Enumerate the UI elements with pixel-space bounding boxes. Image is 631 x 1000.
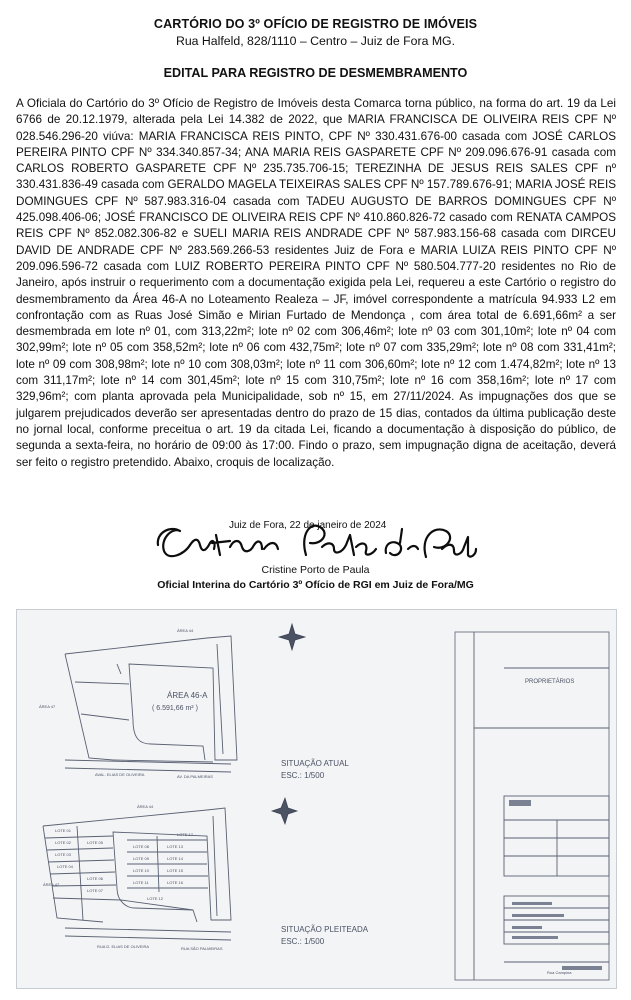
sketch-drawing bbox=[17, 610, 616, 988]
signatory-name: Cristine Porto de Paula bbox=[261, 564, 370, 576]
lot-label: LOTE 07 bbox=[87, 888, 104, 893]
lot-label: LOTE 02 bbox=[55, 840, 72, 845]
area-46a-label: ÁREA 46-A bbox=[167, 691, 208, 700]
area-47-bottom-label: ÁREA 47 bbox=[43, 882, 60, 887]
north-arrow-icon bbox=[272, 624, 305, 824]
location-sketch-map bbox=[16, 609, 617, 989]
lot-label: LOTE 06 bbox=[87, 876, 104, 881]
lot-label: LOTE 03 bbox=[55, 852, 72, 857]
area-47-top-label: ÁREA 47 bbox=[39, 704, 56, 709]
lot-label: LOTE 15 bbox=[167, 868, 184, 873]
lot-label: LOTE 11 bbox=[133, 880, 149, 885]
lot-label: LOTE 04 bbox=[57, 864, 74, 869]
notary-office-address: Rua Halfeld, 828/1110 – Centro – Juiz de Fora MG. bbox=[175, 34, 456, 48]
lot-label: LOTE 05 bbox=[87, 840, 104, 845]
area-44-top-label: ÁREA 44 bbox=[177, 628, 194, 633]
lot-label: LOTE 10 bbox=[133, 868, 150, 873]
street-label-1: AVAL. ELIAS DE OLIVEIRA bbox=[95, 772, 145, 777]
signatory-role: Oficial Interina do Cartório 3º Ofício de RGI em Juiz de Fora/MG bbox=[157, 579, 474, 591]
street-label-3: RUA D. ELIAS DE OLIVEIRA bbox=[97, 944, 150, 949]
street-label-2: AV. DA PALMEIRAS bbox=[177, 774, 213, 779]
street-label-4: RUA SÃO PALMEIRAS bbox=[181, 946, 223, 951]
area-46a-value: ( 6.591,66 m² ) bbox=[152, 705, 198, 712]
lot-label: LOTE 14 bbox=[167, 856, 184, 861]
lot-label: LOTE 08 bbox=[133, 844, 150, 849]
area-44-bottom-label: ÁREA 44 bbox=[137, 804, 154, 809]
situacao-pleiteada-label: SITUAÇÃO PLEITEADA bbox=[281, 925, 369, 934]
lot-label: LOTE 12 bbox=[147, 896, 164, 901]
proprietarios-label: PROPRIETÁRIOS bbox=[525, 679, 575, 685]
situacao-atual-label: SITUAÇÃO ATUAL bbox=[281, 759, 349, 768]
lot-label: LOTE 16 bbox=[167, 880, 184, 885]
street-label-5: Rua Campina bbox=[547, 970, 572, 975]
lot-label: LOTE 09 bbox=[133, 856, 150, 861]
notary-office-title: CARTÓRIO DO 3º OFÍCIO DE REGISTRO DE IMÓVEIS bbox=[153, 17, 478, 31]
situacao-pleiteada-scale: ESC.: 1/500 bbox=[281, 937, 325, 946]
edital-body-text: A Oficiala do Cartório do 3º Ofício de Registro de Imóveis desta Comarca torna público, na forma do art. 19 da Lei 6766 de 20.12.1979, alterada pela Lei 14.382 de 2022, que MARIA FRANCISCA DE OLIVEIRA REIS CPF Nº 028.546.296-20 viúva: MARIA FRANCISCA REIS PINTO, CPF Nº 330.431.676-00 casada com JOSÉ CARLOS PEREIRA PINTO CPF Nº 334.340.857-34; ANA MARIA REIS GASPARETE CPF Nº 209.096.676-91 casada com CARLOS ROBERTO GASPARETE CPF Nº 235.735.706-15; TEREZINHA DE JESUS REIS SALES CPF nº 330.431.836-49 casada com GERALDO MAGELA TEIXEIRAS SALES CPF Nº 157.789.676-91; MARIA JOSÉ REIS DOMINGUES CPF Nº 587.983.316-04 casada com TADEU AUGUSTO DE BARROS DOMINGUES CPF Nº 425.098.406-06; JOSÉ FRANCISCO DE OLIVEIRA REIS CPF Nº 410.860.826-72 casado com RENATA CAMPOS REIS CPF Nº 852.082.306-82 e SUELI MARIA REIS ANDRADE CPF Nº 587.983.156-68 casada com DIRCEU DAVID DE ANDRADE CPF Nº 283.569.266-53 residentes Juiz de Fora e MARIA LUIZA REIS PINTO CPF Nº 209.096.596-72 casada com LUIZ ROBERTO PEREIRA PINTO CPF Nº 580.504.777-20 residentes no Rio de Janeiro, após instruir o requerimento com a documentação exigida pela Lei, requereu a este Cartório o registro do desmembramento da Área 46-A no Loteamento Realeza – JF, imóvel correspondente a matrícula 94.933 L2 em confrontação com as Ruas José Simão e Mirian Furtado de Mendonça , com área total de 6.691,66m² a ser desmembrada em lote nº 01, com 313,22m²; lote nº 02 com 306,46m²; lote nº 03 com 301,10m²; lote nº 04 com 302,99m²; lote nº 05 com 358,52m²; lote nº 06 com 432,75m²; lote nº 07 com 335,29m²; lote nº 08 com 331,41m²; lote nº 09 com 308,98m²; lote nº 10 com 308,03m²; lote nº 11 com 306,60m²; lote nº 12 com 1.474,82m²; lote nº 13 com 311,17m²; lote nº 14 com 301,45m²; lote nº 15 com 310,75m²; lote nº 16 com 358,16m²; lote nº 17 com 329,96m²; com planta aprovada pela Municipalidade, sob nº 15, em 27/11/2024. As impugnações dos que se julgarem prejudicados deverão ser apresentadas dentro do prazo de 15 dias, contados da última publicação deste no jornal local, conforme preceitua o art. 19 da citada Lei, ficando a documentação à disposição do público, de segunda a sexta-feira, no horário de 09:00 às 17:00. Findo o prazo, sem impugnação digna de aceitação, deverá ser feito o registro pretendido. Abaixo, croquis de localização. bbox=[16, 97, 616, 469]
situacao-atual-scale: ESC.: 1/500 bbox=[281, 771, 325, 780]
lot-label: LOTE 13 bbox=[167, 844, 184, 849]
lot-label: LOTE 17 bbox=[177, 832, 194, 837]
signature-date-line: Juiz de Fora, 22 de janeiro de 2024 bbox=[229, 520, 387, 531]
edital-title: EDITAL PARA REGISTRO DE DESMEMBRAMENTO bbox=[163, 66, 468, 80]
lot-label: LOTE 01 bbox=[55, 828, 72, 833]
